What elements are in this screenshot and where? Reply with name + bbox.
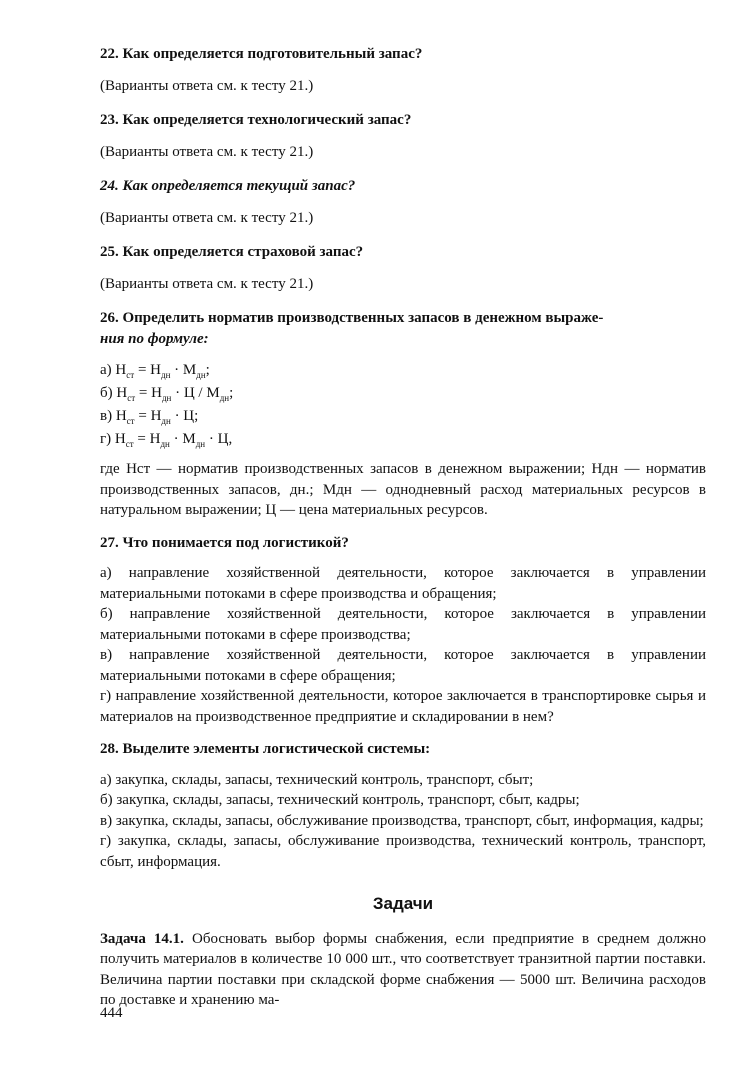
question-27-option-d: г) направление хозяйственной деятельности, которое заключается в транспортировке сырья и материалов на производственное предприятие и складировании в нем? xyxy=(100,688,706,725)
page-number: 444 xyxy=(100,1005,123,1021)
question-27-option-a: а) направление хозяйственной деятельности, которое заключается в управлении материальными потоками в сфере производства и обращения; xyxy=(100,565,706,602)
question-28-title: 28. Выделите элементы логистической системы: xyxy=(100,741,431,757)
question-28-options xyxy=(100,770,706,873)
question-28-option-a: а) закупка, склады, запасы, технический контроль, транспорт, сбыт; xyxy=(100,771,534,788)
task-14-1 xyxy=(100,929,706,1011)
question-27-option-b: б) направление хозяйственной деятельности, которое заключается в управлении материальными потоками в сфере производства; xyxy=(100,606,706,643)
question-28-option-c: в) закупка, склады, запасы, обслуживание производства, транспорт, сбыт, информация, кадры; xyxy=(100,812,704,829)
question-27-option-c: в) направление хозяйственной деятельности, которое заключается в управлении материальными потоками в сфере обращения; xyxy=(100,647,706,684)
formula-legend: где Нст — норматив производственных запасов в денежном выражении; Ндн — норматив производственных запасов, дн.; Мдн — однодневный расход материальных ресурсов в натуральном выражении; Ц — цена материальных ресурсов. xyxy=(100,461,706,518)
question-22-answer: (Варианты ответа см. к тесту 21.) xyxy=(100,77,314,94)
question-25-title: 25. Как определяется страховой запас? xyxy=(100,244,364,260)
question-27-title: 27. Что понимается под логистикой? xyxy=(100,534,349,551)
question-24-answer: (Варианты ответа см. к тесту 21.) xyxy=(100,209,314,226)
question-23-title: 23. Как определяется технологический запас? xyxy=(100,112,412,128)
section-title: Задачи xyxy=(372,894,434,913)
question-26-title-line1: 26. Определить норматив производственных запасов в денежном выраже- xyxy=(100,310,604,326)
question-22-title: 22. Как определяется подготовительный запас? xyxy=(100,46,423,62)
question-24-title xyxy=(100,176,706,197)
question-24-title-text: 24. Как определяется текущий запас? xyxy=(100,178,356,194)
question-27-options xyxy=(100,563,706,727)
question-26-title xyxy=(100,308,706,349)
formula-b: б) $Н_{ст} = Н_{дн} \cdot Ц / М_{дн}$; xyxy=(100,385,234,403)
question-28-option-d: г) закупка, склады, запасы, обслуживание производства, технический контроль, транспорт, сбыт, информация. xyxy=(100,833,706,870)
question-28-option-b: б) закупка, склады, запасы, технический контроль, транспорт, сбыт, кадры; xyxy=(100,792,580,808)
formula-d: г) $Н_{ст} = Н_{дн} \cdot М_{дн} \cdot Ц$, xyxy=(100,431,233,449)
page-content xyxy=(100,44,706,1011)
formula-list xyxy=(100,361,706,453)
question-23-answer: (Варианты ответа см. к тесту 21.) xyxy=(100,143,314,160)
task-text: Обосновать выбор формы снабжения, если предприятие в среднем должно получить материалов в количестве 10 000 шт., что соответствует транзитной партии поставки. Величина партии поставки при складской форме снабжения — 5000 шт. Величина расходов по доставке и хранению ма- xyxy=(100,930,706,1008)
formula-a: а) $Н_{ст} = Н_{дн} \cdot М_{дн}$; xyxy=(100,362,210,380)
question-26-title-line2: ния по формуле: xyxy=(100,330,209,347)
task-label: Задача 14.1. xyxy=(100,930,184,947)
formula-c: в) $Н_{ст} = Н_{дн} \cdot Ц$; xyxy=(100,408,199,426)
question-25-answer: (Варианты ответа см. к тесту 21.) xyxy=(100,275,314,292)
